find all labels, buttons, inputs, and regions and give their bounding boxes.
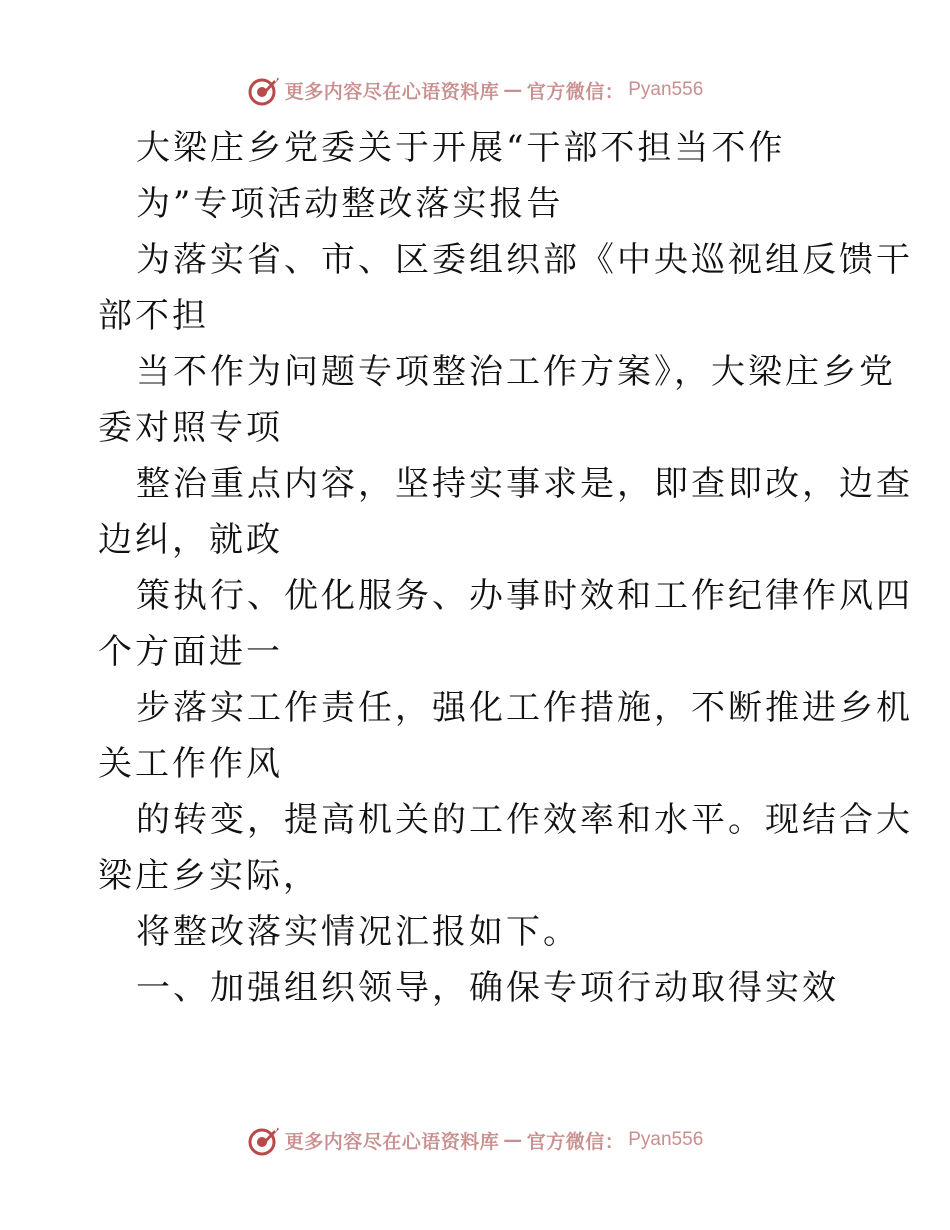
paragraph-line: 将整改落实情况汇报如下。 <box>136 912 580 952</box>
watermark-dash: — <box>503 1129 523 1151</box>
paragraph-line: 为落实省、市、区委组织部《中央巡视组反馈干 <box>136 240 913 280</box>
watermark-wechat-label: 官方微信： <box>526 1130 625 1153</box>
paragraph-line: 的转变，提高机关的工作效率和水平。现结合大 <box>136 800 913 840</box>
paragraph-line: 委对照专项 <box>98 408 283 448</box>
watermark-wechat-id: Pyan556 <box>628 79 704 100</box>
paragraph-line: 策执行、优化服务、办事时效和工作纪律作风四 <box>136 576 913 616</box>
watermark-wechat-id: Pyan556 <box>628 1129 704 1150</box>
quill-logo-icon <box>247 73 281 107</box>
footer-watermark <box>0 1120 950 1160</box>
paragraph-line: 部不担 <box>98 296 209 336</box>
watermark-text: 更多内容尽在心语资料库 <box>284 80 500 103</box>
header-watermark <box>0 70 950 110</box>
watermark-text: 更多内容尽在心语资料库 <box>284 1130 500 1153</box>
paragraph-line: 关工作作风 <box>98 744 283 784</box>
section-heading: 一、加强组织领导，确保专项行动取得实效 <box>136 968 839 1008</box>
quill-logo-icon <box>247 1123 281 1157</box>
document-body <box>98 120 913 1016</box>
paragraph-line: 当不作为问题专项整治工作方案》，大梁庄乡党 <box>136 352 896 392</box>
title-line-1: 大梁庄乡党委关于开展“干部不担当不作 <box>136 128 786 168</box>
paragraph-line: 边纠，就政 <box>98 520 283 560</box>
title-line-2: 为”专项活动整改落实报告 <box>136 184 564 224</box>
paragraph-line: 整治重点内容，坚持实事求是，即查即改，边查 <box>136 464 913 504</box>
watermark-dash: — <box>503 79 523 101</box>
paragraph-line: 步落实工作责任，强化工作措施，不断推进乡机 <box>136 688 913 728</box>
watermark-wechat-label: 官方微信： <box>526 80 625 103</box>
paragraph-line: 梁庄乡实际， <box>98 856 320 896</box>
paragraph-line: 个方面进一 <box>98 632 283 672</box>
